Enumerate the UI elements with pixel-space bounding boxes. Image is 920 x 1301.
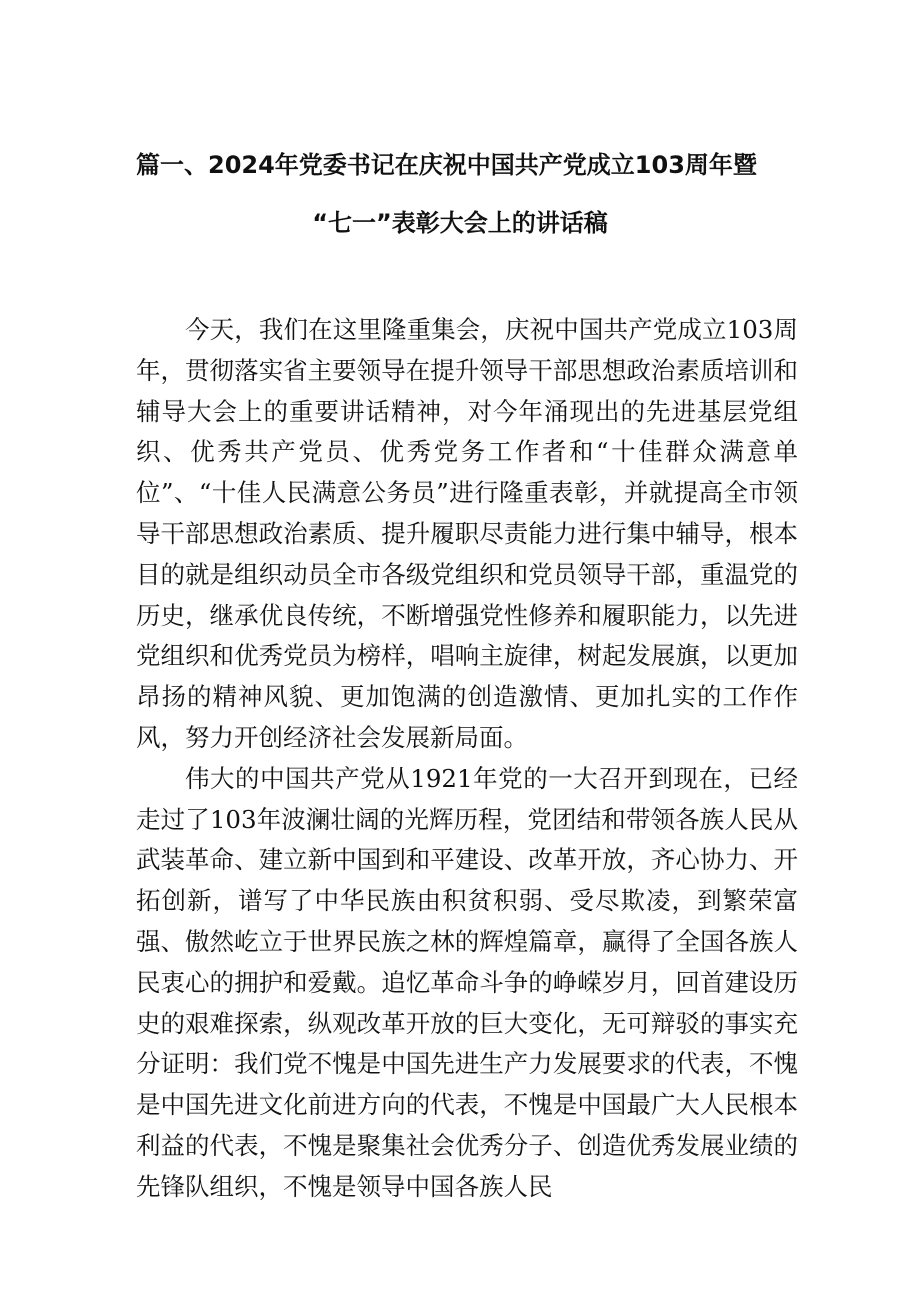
document-title-line-2: “七一”表彰大会上的讲话稿 <box>312 209 608 237</box>
paragraph-2: 伟大的中国共产党从1921年党的一大召开到现在，已经走过了103年波澜壮阔的光辉历程，党团结和带领各族人民从武装革命、建立新中国到和平建设、改革开放，齐心协力、开拓创新，谱写了中华民族由积贫积弱、受尽欺凌，到繁荣富强、傲然屹立于世界民族之林的辉煌篇章，赢得了全国各族人民衷心的拥护和爱戴。追忆革命斗争的峥嵘岁月，回首建设历史的艰难探索，纵观改革开放的巨大变化，无可辩驳的事实充分证明：我们党不愧是中国先进生产力发展要求的代表，不愧是中国先进文化前进方向的代表，不愧是中国最广大人民根本利益的代表，不愧是聚集社会优秀分子、创造优秀发展业绩的先锋队组织，不愧是领导中国各族人民 <box>136 763 798 1201</box>
document-body <box>136 310 798 1208</box>
document-title-line-1: 篇一、2024年党委书记在庆祝中国共产党成立103周年暨 <box>136 151 757 179</box>
paragraph-1: 今天，我们在这里隆重集会，庆祝中国共产党成立103周年，贯彻落实省主要领导在提升领导干部思想政治素质培训和辅导大会上的重要讲话精神，对今年涌现出的先进基层党组织、优秀共产党员、优秀党务工作者和“十佳群众满意单位”、“十佳人民满意公务员”进行隆重表彰，并就提高全市领导干部思想政治素质、提升履职尽责能力进行集中辅导，根本目的就是组织动员全市各级党组织和党员领导干部，重温党的历史，继承优良传统，不断增强党性修养和履职能力，以先进党组织和优秀党员为榜样，唱响主旋律，树起发展旗，以更加昂扬的精神风貌、更加饱满的创造激情、更加扎实的工作作风，努力开创经济社会发展新局面。 <box>136 315 798 752</box>
